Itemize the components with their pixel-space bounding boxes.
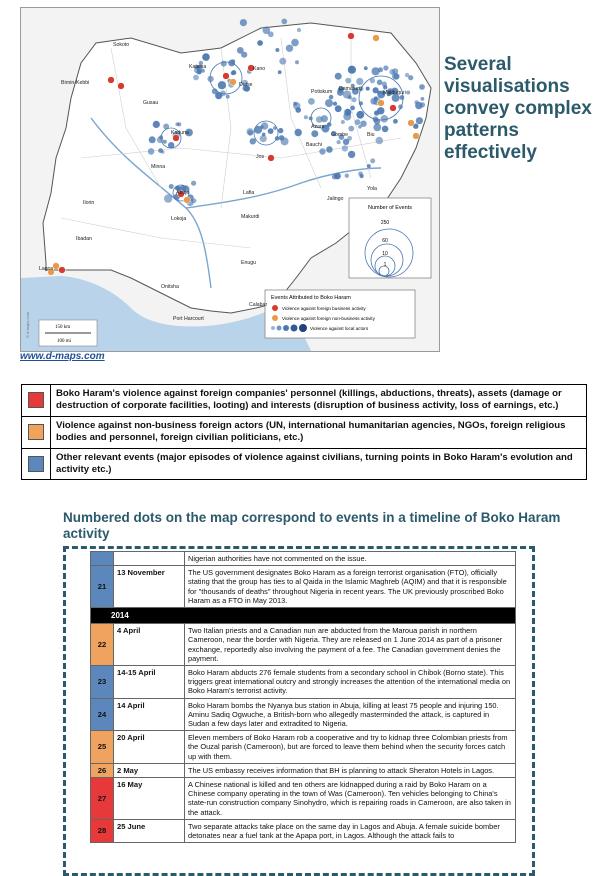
event-dot [356, 111, 364, 119]
event-dot [149, 136, 156, 143]
event-dot [377, 80, 383, 86]
event-dot [345, 174, 349, 178]
event-number: 21 [91, 566, 114, 608]
event-dot [291, 39, 299, 47]
city-label: Bauchi [306, 142, 322, 148]
event-dot [230, 79, 237, 86]
event-dot [218, 81, 226, 89]
event-dot [413, 133, 420, 140]
timeline-row [91, 566, 516, 608]
legend-text: Boko Haram's violence against foreign companies' personnel (killings, abductions, threats), assets (damage or destruction of corporate facilities, looting) and interests (disruption of business activity, loss of earnings, etc.) [51, 385, 587, 417]
city-label: Abuja [176, 190, 190, 196]
event-dot [319, 148, 325, 154]
event-date: 25 June [114, 819, 185, 842]
size-legend-1: 1 [383, 262, 387, 268]
city-label: Gusau [143, 100, 159, 106]
event-date: 14-15 April [114, 666, 185, 699]
event-dot [348, 33, 355, 40]
city-label: Lagos [39, 266, 54, 272]
event-dot [350, 106, 355, 111]
legend-text: Violence against non-business foreign actors (UN, international humanitarian agencies, NGOs, foreign religious bodies and personnel, foreign civilian politicians, etc.) [51, 416, 587, 448]
size-legend-60: 60 [382, 238, 388, 244]
city-label: Jalingo [327, 196, 344, 202]
year-label: 2014 [91, 608, 516, 624]
event-dot [161, 150, 165, 154]
event-date: 2 May [114, 763, 185, 777]
city-label: Birnin-Kebbi [61, 80, 90, 86]
event-number: 22 [91, 624, 114, 666]
legend-row [22, 385, 587, 417]
event-dot [382, 126, 389, 133]
event-dot [408, 120, 415, 127]
event-dot [356, 78, 363, 85]
city-label: Makurdi [241, 214, 260, 220]
event-dot [408, 75, 413, 80]
event-dot [329, 95, 334, 100]
event-dot [148, 148, 155, 155]
event-dot [348, 95, 352, 99]
event-text: Boko Haram abducts 276 female students from a secondary school in Chibok (Borno state). This triggers great international outcry and strongly increases the attention of the international media on Boko Haram's terrorist activity. [185, 666, 516, 699]
event-dot [420, 102, 425, 107]
nigeria-events-map [20, 7, 440, 352]
event-dot [321, 115, 328, 122]
city-label: Ibadan [76, 236, 92, 242]
event-dot [177, 122, 181, 126]
event-dot [378, 100, 385, 107]
timeline-row [91, 666, 516, 699]
city-label: Onitsha [161, 284, 179, 290]
event-dot [163, 140, 167, 144]
event-dot [304, 115, 308, 119]
size-legend-title: Number of Events [367, 205, 413, 211]
event-dot [223, 73, 230, 80]
event-dot [370, 158, 375, 163]
timeline-row [91, 763, 516, 777]
event-dot [278, 128, 283, 133]
year-row [91, 608, 516, 624]
blue-swatch [28, 456, 44, 472]
event-dot [295, 129, 302, 136]
event-dot [333, 102, 337, 106]
event-dot [308, 98, 315, 105]
city-label: Damaturu [339, 86, 362, 92]
event-dot [393, 119, 398, 124]
event-dot [406, 91, 410, 95]
event-dot [335, 73, 342, 80]
city-label: Port Harcourt [173, 316, 204, 322]
event-text: A Chinese national is killed and ten others are kidnapped during a raid by Boko Haram on a Chinese company operating in the town of Was (Cameroon). Ten vehicles belonging to China's state-run construction company Sinohydro, which is repairing roads in Cameroon, are also taken in the attack. [185, 778, 516, 820]
event-dot [275, 48, 279, 52]
event-date: 20 April [114, 731, 185, 764]
event-dot [349, 67, 353, 71]
event-dot [184, 197, 191, 204]
timeline-row [91, 624, 516, 666]
event-dot [240, 19, 247, 26]
event-dot [311, 130, 318, 137]
city-label: Azare [311, 124, 325, 130]
event-dot [342, 145, 348, 151]
orange-swatch [28, 424, 44, 440]
event-dot [268, 128, 274, 134]
event-dot [281, 19, 287, 25]
event-dot [191, 181, 196, 186]
timeline-row [91, 778, 516, 820]
event-dot [367, 164, 371, 168]
event-legend-item-2: Violence against foreign non-business activity [282, 316, 375, 321]
event-dot [279, 58, 286, 65]
event-dot [193, 75, 199, 81]
timeline-row [91, 698, 516, 731]
event-date: 13 November [114, 566, 185, 608]
timeline-subheading: Numbered dots on the map correspond to events in a timeline of Boko Haram activity [63, 510, 561, 541]
event-number: 23 [91, 666, 114, 699]
event-text: Boko Haram bombs the Nyanya bus station in Abuja, killing at least 75 people and injuring 150. Aminu Sadiq Ogwuche, a British-born who allegedly masterminded the attack, is captured in Sudan a few days later and extradited to Nigeria. [185, 698, 516, 731]
event-dot [250, 138, 256, 144]
event-dot [390, 105, 397, 112]
event-dot [373, 87, 379, 93]
event-number: 25 [91, 731, 114, 764]
event-dot [341, 120, 345, 124]
event-dot [237, 47, 244, 54]
event-dot [373, 124, 381, 132]
map-credit: © d-maps.com [25, 311, 30, 338]
event-dot [247, 128, 254, 135]
size-legend-250: 250 [380, 220, 390, 226]
event-dot [355, 119, 361, 125]
city-label: Potiskum [311, 89, 333, 95]
city-label: Yola [367, 186, 377, 192]
event-legend-item-1: Violence against foreign business activity [282, 306, 366, 311]
event-dot [372, 67, 380, 75]
page-headline: Several visualisations convey complex patterns effectively [444, 54, 592, 163]
city-label: Maiduguri [383, 90, 406, 96]
event-date: 16 May [114, 778, 185, 820]
event-text: Two Italian priests and a Canadian nun are abducted from the Maroua parish in northern Cameroon, near the border with Nigeria. They are released on 1 June 2014 as part of a prisoner exchange, reportedly also involving the payment of a fee. The Canadian government denies the payment. [185, 624, 516, 666]
event-dot [366, 87, 370, 91]
event-dot [376, 137, 384, 145]
city-label: Katsina [189, 64, 207, 70]
city-label: Dutse [239, 82, 253, 88]
event-dot [383, 65, 388, 70]
event-dot [257, 40, 263, 46]
event-dot [421, 97, 425, 101]
event-dot [153, 121, 160, 128]
timeline-table [90, 551, 516, 843]
city-label: Kano [253, 66, 266, 72]
timeline-lead-row [91, 552, 516, 566]
event-dot [364, 66, 368, 70]
event-number: 26 [91, 763, 114, 777]
city-label: Calabar [249, 302, 268, 308]
size-legend-10: 10 [382, 251, 388, 257]
event-dot [326, 146, 333, 153]
city-label: Gombe [331, 132, 349, 138]
event-dot [118, 83, 125, 90]
event-legend-item-3: Violence against local actors [310, 326, 369, 331]
category-legend-table [21, 384, 587, 480]
event-dot [335, 105, 342, 112]
event-dot [226, 95, 230, 99]
event-dot [334, 173, 341, 180]
event-dot [373, 35, 380, 42]
city-label: Jos [256, 154, 265, 160]
event-dot [202, 53, 210, 61]
event-dot [268, 155, 275, 162]
city-label: Enugu [241, 260, 257, 266]
event-dot [59, 267, 66, 274]
event-dot [286, 45, 293, 52]
event-dot [297, 28, 301, 32]
timeline-row [91, 819, 516, 842]
legend-row [22, 416, 587, 448]
legend-row [22, 448, 587, 480]
red-swatch [28, 392, 44, 408]
timeline-lead-text: Nigerian authorities have not commented on the issue. [185, 552, 516, 566]
timeline-row [91, 731, 516, 764]
scale-mi: 100 mi [57, 339, 72, 344]
event-dot [416, 117, 423, 124]
event-dot [260, 135, 267, 142]
event-dot [164, 194, 172, 202]
event-dot [377, 107, 384, 114]
event-dot [231, 70, 236, 75]
event-dot [295, 107, 301, 113]
event-dot [278, 70, 282, 74]
event-dot [108, 77, 115, 84]
map-canvas [21, 8, 439, 351]
event-text: Eleven members of Boko Haram rob a cooperative and try to kidnap three Colombian priests from the Ouzal parish (Cameroon), but are forced to leave them behind when the security forces catch up with them. [185, 731, 516, 764]
event-number: 28 [91, 819, 114, 842]
event-dot [348, 126, 354, 132]
event-number: 24 [91, 698, 114, 731]
city-label: Ilorin [83, 200, 95, 206]
event-date: 4 April [114, 624, 185, 666]
event-dot [382, 82, 387, 87]
city-label: Sokoto [113, 42, 130, 48]
event-dot [221, 61, 227, 67]
event-legend-title: Events Attributed to Boko Haram [271, 295, 351, 301]
d-maps-link[interactable]: www.d-maps.com [20, 351, 105, 362]
event-dot [268, 31, 274, 37]
city-label: Biu [367, 132, 375, 138]
event-dot [325, 99, 333, 107]
city-label: Kaduna [171, 130, 189, 136]
event-dot [295, 60, 299, 64]
event-dot [169, 184, 174, 189]
event-dot [53, 263, 60, 270]
event-dot [345, 78, 351, 84]
event-dot [281, 137, 289, 145]
event-date: 14 April [114, 698, 185, 731]
event-text: Two separate attacks take place on the same day in Lagos and Abuja. A female suicide bomber detonates near a fuel tank at the Apapa port, in Lagos. Although the attack fails to [185, 819, 516, 842]
event-dot [348, 151, 355, 158]
city-label: Lafia [243, 190, 255, 196]
event-dot [359, 174, 363, 178]
event-dot [360, 121, 366, 127]
event-dot [392, 73, 399, 80]
scale-km: 150 km [55, 325, 71, 330]
event-text: The US government designates Boko Haram as a foreign terrorist organisation (FTO), officially stating that the group has ties to al Qaida in the Islamic Maghreb (AQIM) and that it is responsible for "thousands of deaths" throughout Nigeria in recent years. The UK previously proscribed Boko Haram as a FTO in May 2013. [185, 566, 516, 608]
legend-text: Other relevant events (major episodes of violence against civilians, turning points in Boko Haram's evolution and activity etc.) [51, 448, 587, 480]
event-number: 27 [91, 778, 114, 820]
event-dot [343, 139, 349, 145]
event-dot [337, 140, 341, 144]
event-dot [351, 97, 356, 102]
event-text: The US embassy receives information that BH is planning to attack Sheraton Hotels in Lagos. [185, 763, 516, 777]
event-dot [419, 84, 425, 90]
city-label: Lokoja [171, 216, 187, 222]
city-label: Minna [151, 164, 166, 170]
event-dot [345, 109, 351, 115]
